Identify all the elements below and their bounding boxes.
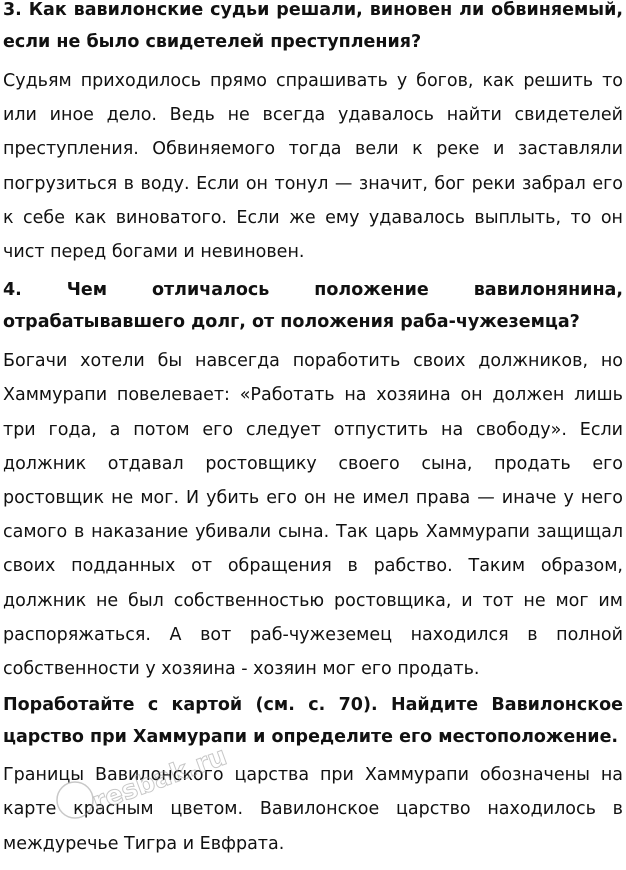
question-3-heading: 3. Как вавилонские судьи решали, виновен ли обвиняемый, если не было свидетелей преступления?: [3, 0, 623, 52]
question-4-heading: 4. Чем отличалось положение вавилонянина, отрабатывавшего долг, от положения раба-чужеземца?: [3, 280, 623, 333]
question-4-answer: Богачи хотели бы навсегда поработить своих должников, но Хаммурапи повелевает: «Работать на хозяина он должен лишь три года, а потом его следует отпустить на свободу». Если должник отдавал ростовщику своего сына, продать его ростовщик не мог. И убить его он не имел права — иначе у него самого в наказание убивали сына. Так царь Хаммурапи защищал своих подданных от обращения в рабство. Таким образом, должник не был собственностью ростовщика, и тот не мог им распоряжаться. А вот раб-чужеземец находился в полной собственности у хозяина - хозяин мог его продать.: [3, 351, 623, 680]
svg-text:resbak.ru: resbak.ru: [88, 741, 231, 818]
map-task-answer: Границы Вавилонского царства при Хаммурапи обозначены на карте красным цветом. Вавилонское царство находилось в междуречье Тигра и Евфрата.: [3, 765, 623, 854]
question-3-answer: Судьям приходилось прямо спрашивать у богов, как решить то или иное дело. Ведь не всегда удавалось найти свидетелей преступления. Обвиняемого тогда вели к реке и заставляли погрузиться в воду. Если он тонул — значит, бог реки забрал его к себе как виноватого. Если же ему удавалось выплыть, то он чист перед богами и невиновен.: [3, 71, 623, 263]
map-task-heading: Поработайте с картой (см. с. 70). Найдите Вавилонское царство при Хаммурапи и определите его местоположение.: [3, 695, 623, 748]
